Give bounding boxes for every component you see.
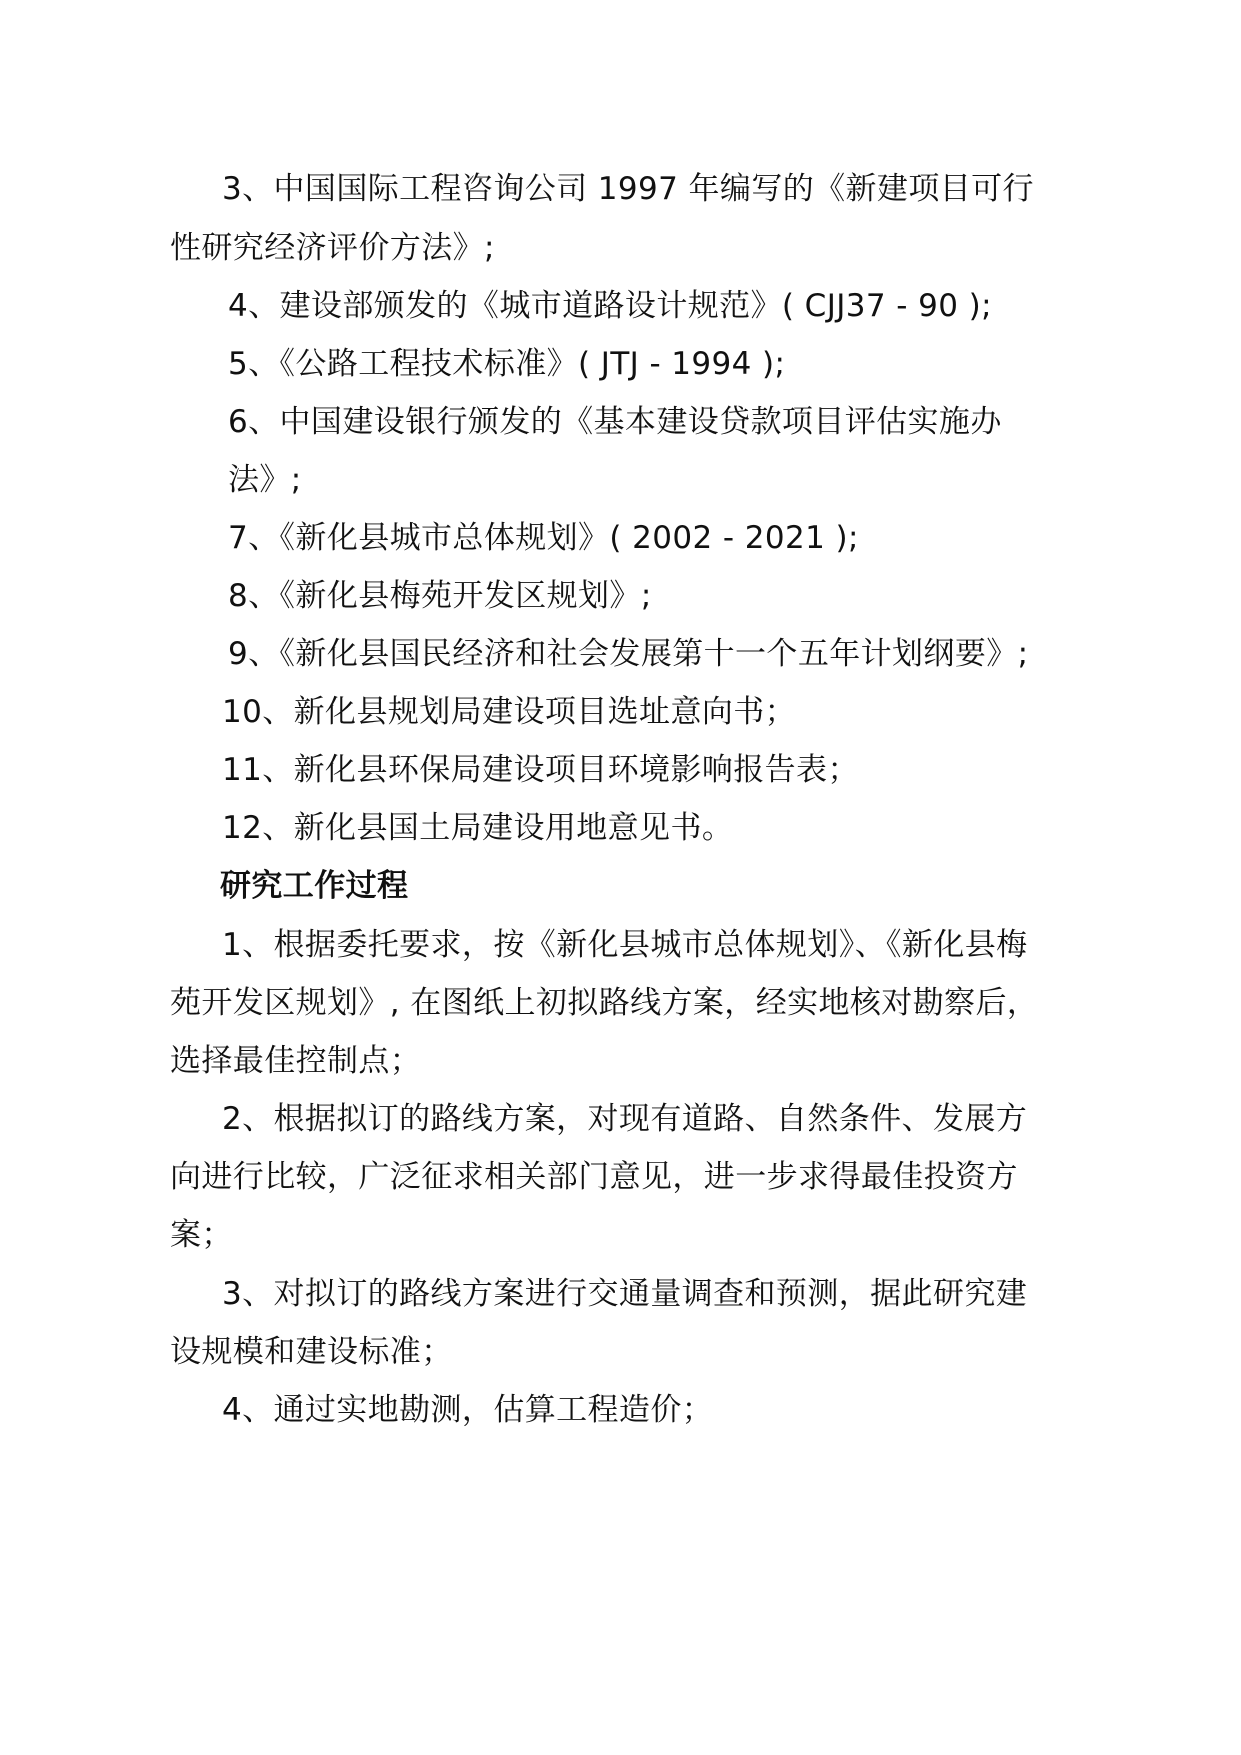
basis-item-7: 7、《新化县城市总体规划》( 2002 - 2021 ); xyxy=(228,520,859,556)
basis-item-6-line-2: 法》; xyxy=(228,462,302,498)
basis-item-6-line-1: 6、中国建设银行颁发的《基本建设贷款项目评估实施办 xyxy=(228,404,1002,440)
research-step-3-line-2: 设规模和建设标准； xyxy=(170,1334,453,1370)
research-step-3-line-1: 3、对拟订的路线方案进行交通量调查和预测，据此研究建 xyxy=(222,1276,1028,1312)
research-step-1-line-1: 1、根据委托要求，按《新化县城市总体规划》、《新化县梅 xyxy=(222,927,1028,963)
basis-item-11: 11、新化县环保局建设项目环境影响报告表； xyxy=(222,752,859,788)
basis-item-5: 5、《公路工程技术标准》( JTJ - 1994 ); xyxy=(228,346,786,382)
basis-item-3-line-1: 3、中国国际工程咨询公司 1997 年编写的《新建项目可行 xyxy=(222,171,1034,207)
basis-item-9: 9、《新化县国民经济和社会发展第十一个五年计划纲要》; xyxy=(228,636,1029,672)
basis-item-10: 10、新化县规划局建设项目选址意向书； xyxy=(222,694,797,730)
research-step-2-line-2: 向进行比较，广泛征求相关部门意见，进一步求得最佳投资方 xyxy=(170,1159,1018,1195)
basis-item-12: 12、新化县国土局建设用地意见书。 xyxy=(222,810,734,846)
basis-item-8: 8、《新化县梅苑开发区规划》; xyxy=(228,578,652,614)
section-heading: 研究工作过程 xyxy=(220,868,409,904)
research-step-2-line-3: 案； xyxy=(170,1217,233,1253)
basis-item-3-line-2: 性研究经济评价方法》; xyxy=(170,230,495,266)
research-step-1-line-3: 选择最佳控制点； xyxy=(170,1043,422,1079)
basis-item-4: 4、建设部颁发的《城市道路设计规范》( CJJ37 - 90 ); xyxy=(228,288,992,324)
research-step-4: 4、通过实地勘测，估算工程造价； xyxy=(222,1392,714,1428)
research-step-1-line-2: 苑开发区规划》, 在图纸上初拟路线方案，经实地核对勘察后， xyxy=(170,985,1039,1021)
research-step-2-line-1: 2、根据拟订的路线方案，对现有道路、自然条件、发展方 xyxy=(222,1101,1028,1137)
